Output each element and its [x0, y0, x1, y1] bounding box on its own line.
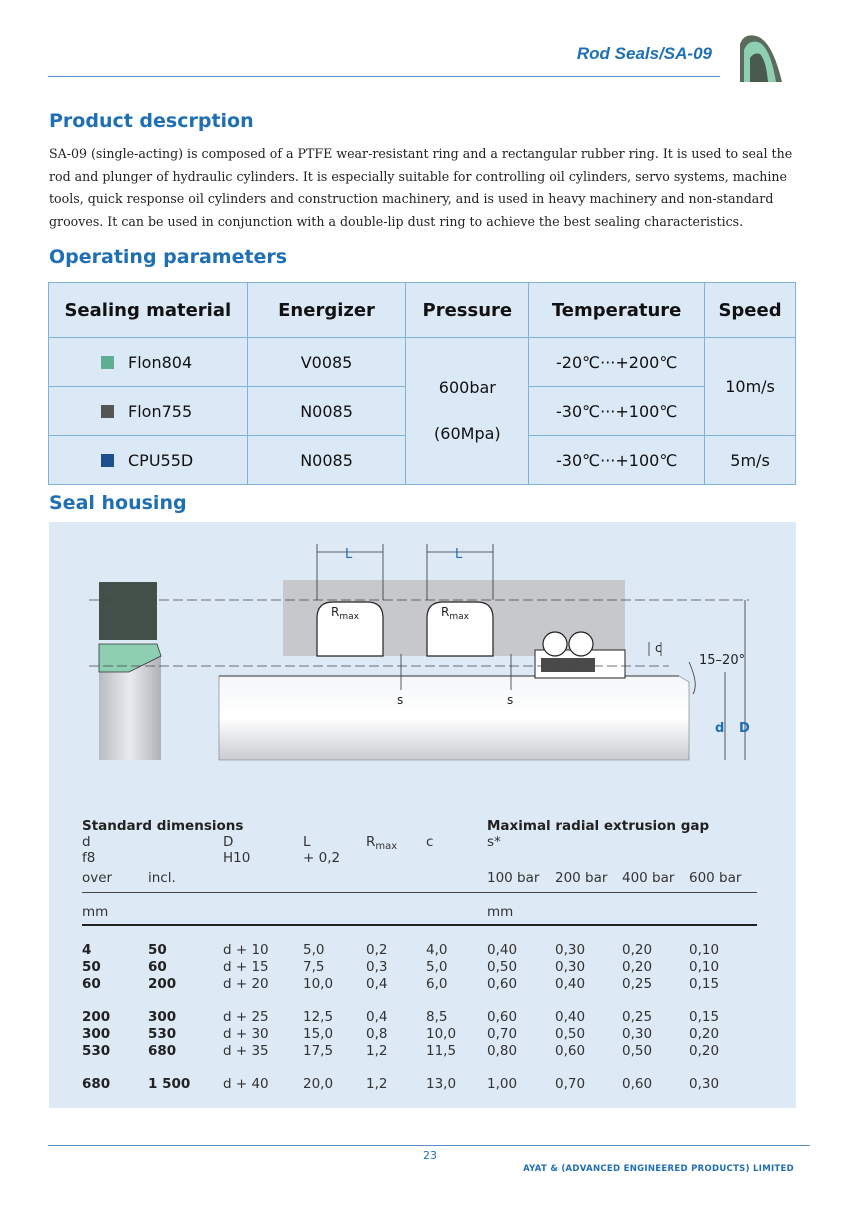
dims-cell: 0,25 — [622, 976, 653, 992]
description-heading: Product descrption — [49, 110, 254, 132]
pressure-cell — [406, 338, 529, 485]
dims-cell: 1,2 — [366, 1043, 388, 1059]
dims-cell: 50 — [82, 959, 101, 975]
dims-cell: 0,10 — [689, 942, 720, 958]
dims-cell: 0,20 — [622, 942, 653, 958]
dims-cell: 0,50 — [487, 959, 518, 975]
dims-cell: 0,80 — [487, 1043, 518, 1059]
col-over: over — [82, 870, 113, 886]
dims-cell: 200 — [82, 1009, 111, 1025]
dims-cell: 0,40 — [555, 976, 586, 992]
table-row — [49, 338, 796, 387]
energizer-cell: N0085 — [247, 387, 406, 436]
dims-cell: 20,0 — [303, 1076, 334, 1092]
dim-label-c: c — [655, 641, 662, 655]
dims-cell: 0,4 — [366, 1009, 388, 1025]
dims-cell: 0,30 — [689, 1076, 720, 1092]
swatch-flon804 — [101, 356, 114, 369]
dims-divider-bold — [82, 924, 757, 926]
dims-cell: 1,2 — [366, 1076, 388, 1092]
dim-label-L2: L — [455, 547, 463, 562]
dims-cell: 0,60 — [487, 1009, 518, 1025]
col-600bar: 600 bar — [689, 870, 742, 886]
dims-cell: 17,5 — [303, 1043, 334, 1059]
dims-cell: d + 15 — [223, 959, 269, 975]
dims-cell: 200 — [148, 976, 177, 992]
dims-cell: 0,60 — [555, 1043, 586, 1059]
dims-cell: 0,40 — [555, 1009, 586, 1025]
dim-label-rmax2: $R_{max}$ — [441, 605, 469, 622]
dims-cell: 300 — [148, 1009, 177, 1025]
dims-cell: 0,30 — [555, 959, 586, 975]
seal-housing-panel — [49, 522, 796, 1108]
dims-cell: 530 — [148, 1026, 177, 1042]
energizer-cell: V0085 — [247, 338, 406, 387]
unit-left: mm — [82, 904, 109, 920]
dim-label-rmax1: $R_{max}$ — [331, 605, 359, 622]
pressure-value-mpa: (60Mpa) — [434, 424, 501, 443]
dims-cell: 0,60 — [487, 976, 518, 992]
dims-cell: 0,30 — [555, 942, 586, 958]
dims-cell: 10,0 — [303, 976, 334, 992]
material-cell — [49, 338, 248, 387]
dims-cell: 0,70 — [487, 1026, 518, 1042]
dims-cell: 12,5 — [303, 1009, 334, 1025]
dims-cell: 0,8 — [366, 1026, 388, 1042]
temperature-cell: -30℃···+100℃ — [529, 436, 705, 485]
dims-cell: 0,70 — [555, 1076, 586, 1092]
dims-cell: d + 10 — [223, 942, 269, 958]
dims-cell: 0,20 — [689, 1043, 720, 1059]
col-D: D — [223, 834, 234, 850]
material-cell — [49, 436, 248, 485]
dims-cell: 11,5 — [426, 1043, 457, 1059]
energizer-cell: N0085 — [247, 436, 406, 485]
company-name: AYAT & (ADVANCED ENGINEERED PRODUCTS) LIMITED — [523, 1164, 794, 1174]
dim-label-angle: 15–20° — [699, 653, 746, 668]
col-200bar: 200 bar — [555, 870, 608, 886]
dims-cell: d + 20 — [223, 976, 269, 992]
dim-label-L1: L — [345, 547, 353, 562]
col-100bar: 100 bar — [487, 870, 540, 886]
dims-cell: 60 — [148, 959, 167, 975]
dims-divider — [82, 892, 757, 893]
operating-heading: Operating parameters — [49, 246, 288, 268]
col-L-tolerance: + 0,2 — [303, 850, 341, 866]
header-divider — [48, 76, 720, 77]
dims-cell: 0,30 — [622, 1026, 653, 1042]
temperature-cell: -30℃···+100℃ — [529, 387, 705, 436]
dims-cell: 300 — [82, 1026, 111, 1042]
dims-cell: 0,3 — [366, 959, 388, 975]
seal-logo-icon — [736, 30, 786, 88]
col-incl: incl. — [148, 870, 176, 886]
dims-cell: 7,5 — [303, 959, 325, 975]
swatch-cpu55d — [101, 454, 114, 467]
dims-cell: d + 30 — [223, 1026, 269, 1042]
dims-cell: 10,0 — [426, 1026, 457, 1042]
gap-title: Maximal radial extrusion gap — [487, 818, 710, 834]
dims-cell: 1,00 — [487, 1076, 518, 1092]
col-c: c — [426, 834, 434, 850]
dims-cell: 0,10 — [689, 959, 720, 975]
header-title: Rod Seals/SA-09 — [576, 44, 712, 63]
dims-cell: 4,0 — [426, 942, 448, 958]
dims-cell: 13,0 — [426, 1076, 457, 1092]
col-d: d — [82, 834, 91, 850]
col-f8: f8 — [82, 850, 96, 866]
dims-cell: 60 — [82, 976, 101, 992]
material-name: CPU55D — [128, 450, 194, 470]
header-sealing-material: Sealing material — [49, 283, 248, 338]
dims-cell: 5,0 — [303, 942, 325, 958]
header-pressure: Pressure — [406, 283, 529, 338]
dims-cell: d + 25 — [223, 1009, 269, 1025]
dims-cell: 1 500 — [148, 1076, 191, 1092]
dim-label-s2: s — [507, 693, 514, 707]
speed-cell: 10m/s — [705, 338, 796, 436]
description-text: SA-09 (single-acting) is composed of a PTFE wear-resistant ring and a rectangular rubber ring. It is used to seal the rod and plunger of hydraulic cylinders. It is especially suitable for controlling oil cylinders, servo systems, machine tools, quick response oil cylinders and construction machinery, and is used in heavy machinery and non-standard grooves. It can be used in conjunction with a double-lip dust ring to achieve the best sealing characteristics. — [49, 146, 793, 229]
seal-housing-diagram — [49, 522, 796, 772]
material-name: Flon804 — [128, 352, 193, 372]
material-cell — [49, 387, 248, 436]
col-s: s* — [487, 834, 501, 850]
dims-cell: 680 — [82, 1076, 111, 1092]
table-header-row — [49, 283, 796, 338]
housing-heading: Seal housing — [49, 492, 187, 514]
dims-cell: 0,20 — [622, 959, 653, 975]
header-speed: Speed — [705, 283, 796, 338]
dims-cell: 0,4 — [366, 976, 388, 992]
dims-cell: 0,50 — [555, 1026, 586, 1042]
dims-cell: 680 — [148, 1043, 177, 1059]
header-energizer: Energizer — [247, 283, 406, 338]
dims-cell: d + 40 — [223, 1076, 269, 1092]
pressure-value: 600bar — [438, 378, 496, 397]
dims-cell: 0,60 — [622, 1076, 653, 1092]
dim-label-D: D — [739, 721, 750, 736]
col-400bar: 400 bar — [622, 870, 675, 886]
page-number: 23 — [423, 1149, 437, 1162]
dims-cell: 0,15 — [689, 1009, 720, 1025]
material-name: Flon755 — [128, 401, 193, 421]
speed-cell: 5m/s — [705, 436, 796, 485]
dims-cell: 50 — [148, 942, 167, 958]
dims-cell: 0,50 — [622, 1043, 653, 1059]
dims-cell: 0,25 — [622, 1009, 653, 1025]
header-temperature: Temperature — [529, 283, 705, 338]
dim-label-s1: s — [397, 693, 404, 707]
col-rmax: $R_{max}$ — [366, 834, 398, 852]
dims-cell: 8,5 — [426, 1009, 448, 1025]
dims-cell: 15,0 — [303, 1026, 334, 1042]
dims-cell: 6,0 — [426, 976, 448, 992]
unit-right: mm — [487, 904, 514, 920]
dims-title: Standard dimensions — [82, 818, 244, 834]
dims-cell: 0,40 — [487, 942, 518, 958]
dims-cell: 530 — [82, 1043, 111, 1059]
dim-label-d: d — [715, 721, 725, 736]
dims-cell: 4 — [82, 942, 92, 958]
col-H10: H10 — [223, 850, 251, 866]
dims-cell: 0,20 — [689, 1026, 720, 1042]
dims-cell: 0,15 — [689, 976, 720, 992]
col-L: L — [303, 834, 311, 850]
swatch-flon755 — [101, 405, 114, 418]
footer-divider — [48, 1145, 810, 1146]
operating-parameters-table — [48, 282, 796, 485]
dims-cell: 5,0 — [426, 959, 448, 975]
dims-cell: 0,2 — [366, 942, 388, 958]
dims-cell: d + 35 — [223, 1043, 269, 1059]
temperature-cell: -20℃···+200℃ — [529, 338, 705, 387]
